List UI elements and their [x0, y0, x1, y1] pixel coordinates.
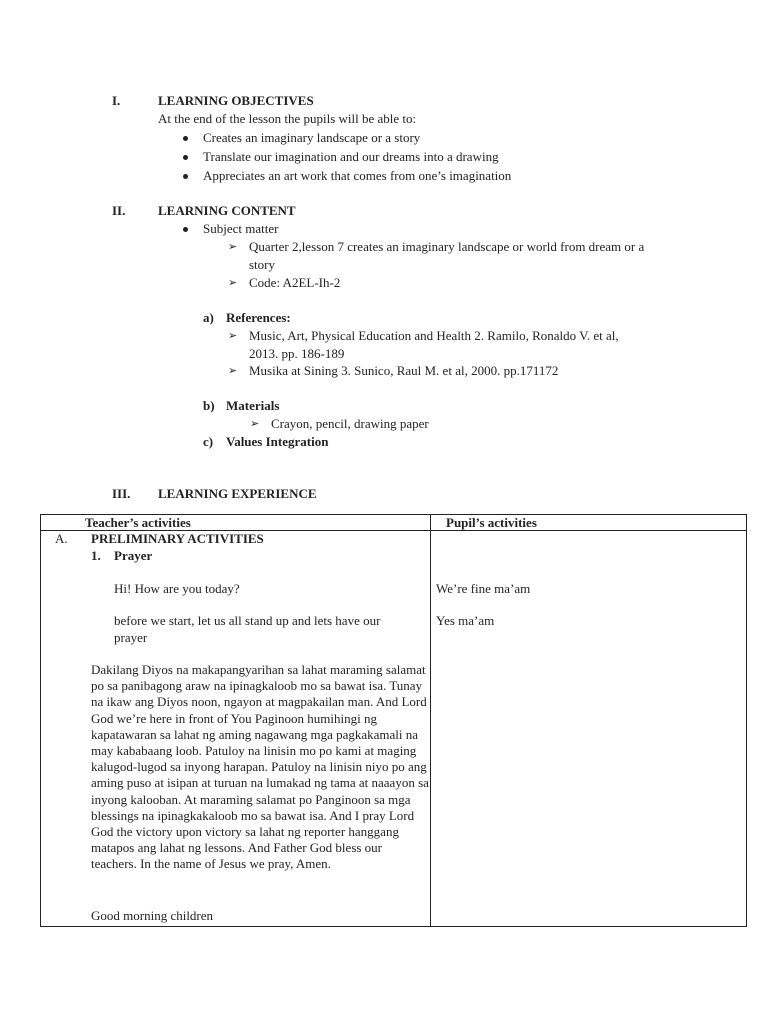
subject-matter-label: Subject matter	[203, 221, 279, 236]
arrow-bullet-icon: ➢	[228, 365, 238, 377]
section2-heading: LEARNING CONTENT	[158, 203, 296, 218]
section-letter: A.	[55, 531, 68, 546]
teacher-closing: Good morning children	[91, 908, 214, 923]
arrow-bullet-icon: ➢	[228, 330, 238, 342]
teacher-prayer-instruction-continued: prayer	[114, 630, 148, 645]
section3-heading: LEARNING EXPERIENCE	[158, 486, 317, 501]
pupil-activities-header: Pupil’s activities	[446, 515, 537, 530]
subject-item-continued: story	[249, 257, 275, 272]
values-letter: c)	[203, 434, 214, 449]
section1-intro: At the end of the lesson the pupils will be able to:	[158, 111, 417, 126]
teacher-prayer-instruction: before we start, let us all stand up and lets have our	[114, 613, 381, 628]
section1-numeral: I.	[112, 93, 121, 108]
bullet-icon	[183, 227, 188, 232]
reference-item: Musika at Sining 3. Sunico, Raul M. et al, 2000. pp.171172	[249, 363, 559, 378]
section1-heading: LEARNING OBJECTIVES	[158, 93, 314, 108]
references-title: References:	[226, 310, 291, 325]
materials-letter: b)	[203, 398, 215, 413]
section3-numeral: III.	[112, 486, 131, 501]
reference-item-continued: 2013. pp. 186-189	[249, 346, 345, 361]
arrow-bullet-icon: ➢	[228, 241, 238, 253]
objective-item: Appreciates an art work that comes from one’s imagination	[203, 168, 512, 183]
item-number: 1.	[91, 548, 101, 563]
teacher-greeting: Hi! How are you today?	[114, 581, 240, 596]
arrow-bullet-icon: ➢	[228, 277, 238, 289]
references-letter: a)	[203, 310, 214, 325]
bullet-icon	[183, 174, 188, 179]
prayer-title: Prayer	[114, 548, 153, 563]
objective-item: Translate our imagination and our dreams into a drawing	[203, 149, 499, 164]
section2-numeral: II.	[112, 203, 126, 218]
pupil-response: Yes ma’am	[436, 613, 495, 628]
subject-item: Quarter 2,lesson 7 creates an imaginary landscape or world from dream or a	[249, 239, 645, 254]
values-title: Values Integration	[226, 434, 329, 449]
reference-item: Music, Art, Physical Education and Health 2. Ramilo, Ronaldo V. et al,	[249, 328, 619, 343]
materials-item: Crayon, pencil, drawing paper	[271, 416, 429, 431]
bullet-icon	[183, 136, 188, 141]
materials-title: Materials	[226, 398, 280, 413]
objective-item: Creates an imaginary landscape or a story	[203, 130, 421, 145]
teacher-activities-header: Teacher’s activities	[85, 515, 191, 530]
arrow-bullet-icon: ➢	[250, 418, 260, 430]
subject-item: Code: A2EL-Ih-2	[249, 275, 341, 290]
prayer-text: Dakilang Diyos na makapangyarihan sa lahat maraming salamat po sa panibagong araw na ipinagkaloob mo sa bawat isa. Tunay na ikaw ang Diyos noon, ngayon at magpakailan man. And Lord God we’re here in front of You Paginoon humihingi ng kapatawaran sa lahat ng aming nagawang mga pagkakamali na may kababaang loob. Patuloy na linisin mo po kami at maging kalugod-lugod sa inyong harapan. Patuloy na linisin niyo po ang aming puso at isipan at turuan na lumakad ng tama at naaayon sa inyong kalooban. At maraming salamat po Panginoon sa mga blessings na ipinagkakaloob mo sa bawat isa. And I pray Lord God the victory upon victory sa lahat ng reporter hanggang matapos ang lahat ng lessons. And Father God bless our teachers. In the name of Jesus we pray, Amen.	[91, 662, 429, 872]
bullet-icon	[183, 155, 188, 160]
preliminary-activities-title: PRELIMINARY ACTIVITIES	[91, 531, 264, 546]
pupil-response: We’re fine ma’am	[436, 581, 531, 596]
